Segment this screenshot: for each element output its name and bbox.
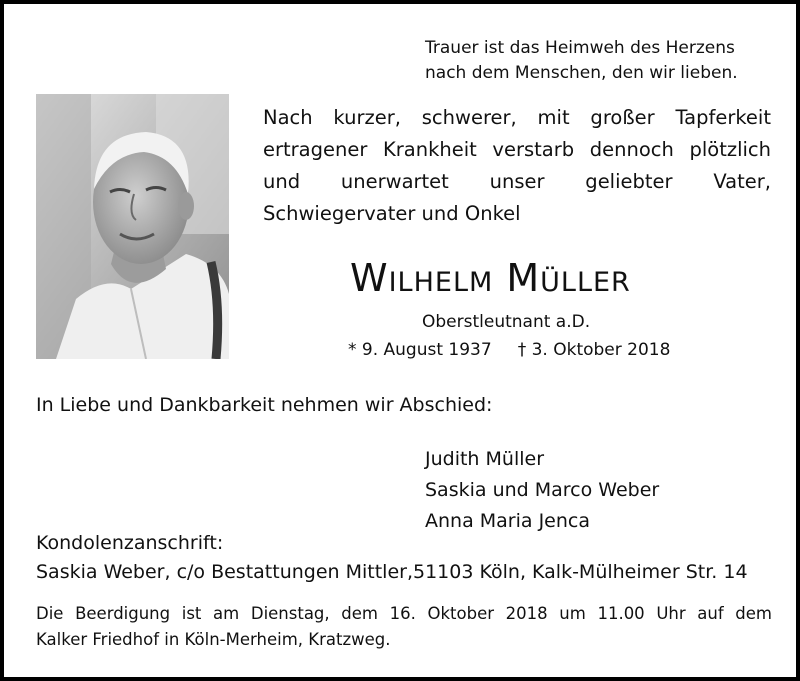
mourner-name: Saskia und Marco Weber	[425, 479, 660, 501]
birth-date: * 9. August 1937	[348, 340, 492, 360]
intro-line: und unerwartet unser geliebter Vater,	[263, 170, 771, 193]
quote-line: nach dem Menschen, den wir lieben.	[425, 63, 738, 83]
condolence-label: Kondolenzanschrift:	[36, 532, 224, 554]
intro-text	[263, 102, 771, 230]
deceased-name: Wilhelm Müller	[350, 256, 631, 300]
mourner-name: Judith Müller	[425, 448, 545, 470]
life-dates	[348, 340, 670, 360]
deceased-rank: Oberstleutnant a.D.	[422, 312, 591, 332]
funeral-line: Kalker Friedhof in Köln-Merheim, Kratzweg.	[36, 630, 391, 649]
intro-line: Nach kurzer, schwerer, mit großer Tapferkeit	[263, 106, 771, 129]
death-date: † 3. Oktober 2018	[517, 340, 671, 360]
condolence-address: Saskia Weber, c/o Bestattungen Mittler,51103 Köln, Kalk-Mülheimer Str. 14	[36, 561, 748, 583]
farewell-text: In Liebe und Dankbarkeit nehmen wir Abschied:	[36, 394, 493, 416]
intro-line: Schwiegervater und Onkel	[263, 202, 521, 225]
portrait-photo	[36, 94, 229, 359]
portrait-photo-drawing	[36, 94, 229, 359]
mourner-name: Anna Maria Jenca	[425, 510, 590, 532]
funeral-info	[36, 601, 772, 653]
quote	[425, 36, 738, 86]
intro-line: ertragener Krankheit verstarb dennoch plötzlich	[263, 138, 771, 161]
funeral-line: Die Beerdigung ist am Dienstag, dem 16. Oktober 2018 um 11.00 Uhr auf dem	[36, 604, 772, 623]
quote-line: Trauer ist das Heimweh des Herzens	[425, 38, 735, 58]
mourners-list	[425, 444, 659, 537]
